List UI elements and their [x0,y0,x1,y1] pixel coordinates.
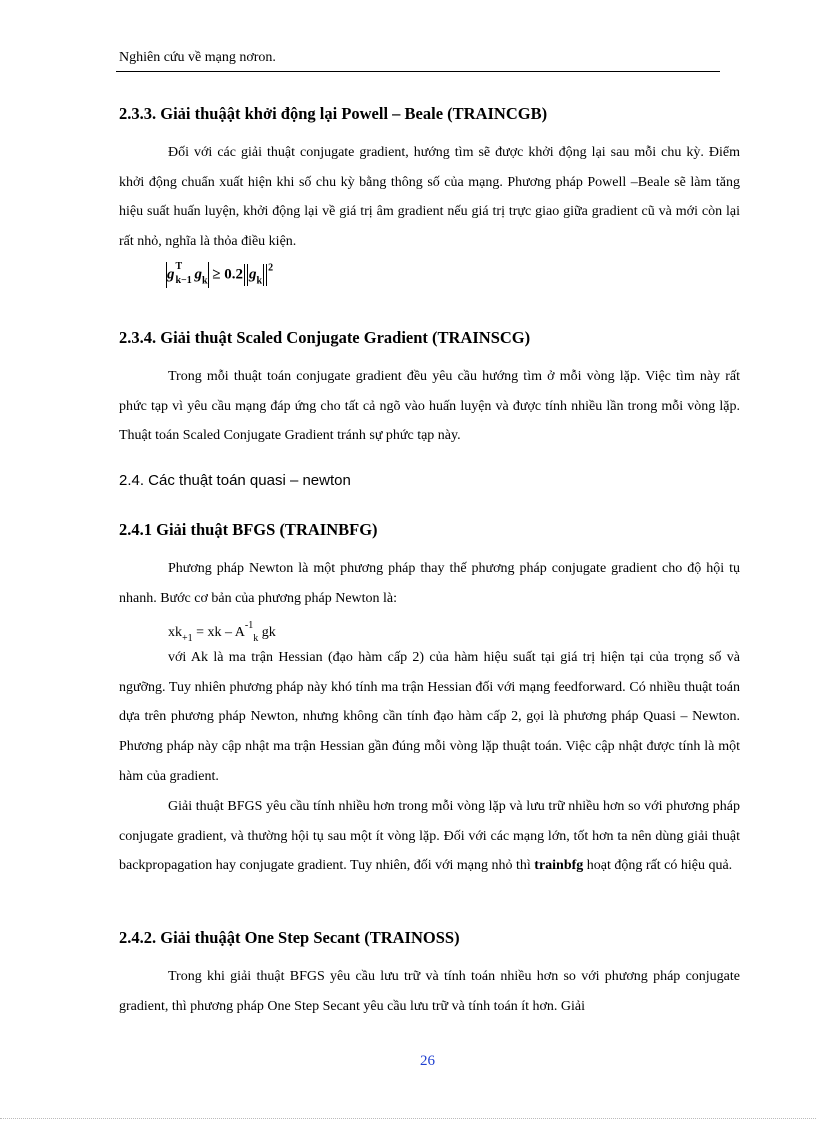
header-rule [116,71,720,72]
paragraph-newton: Phương pháp Newton là một phương pháp thay thế phương pháp conjugate gradient cho độ hội tụ nhanh. Bước cơ bản của phương pháp Newton là: [119,561,740,606]
heading-2-3-3: 2.3.3. Giải thuậật khởi động lại Powell – Beale (TRAINCGB) [119,104,548,123]
trainbfg-term: trainbfg [534,858,584,874]
running-header: Nghiên cứu về mạng nơron. [119,50,276,65]
heading-2-4-2: 2.4.2. Giải thuậật One Step Secant (TRAINOSS) [119,928,460,947]
paragraph-one-step-secant: Trong khi giải thuật BFGS yêu cầu lưu trữ và tính toán nhiều hơn so với phương pháp conjugate gradient, thì phương pháp One Step Secant yêu cầu lưu trữ và tính toán ít hơn. Giải [119,969,740,1014]
heading-2-4-1: 2.4.1 Giải thuật BFGS (TRAINBFG) [119,520,378,539]
heading-2-3-4: 2.3.4. Giải thuật Scaled Conjugate Gradient (TRAINSCG) [119,328,531,347]
restart-condition-formula: g T k−1 $g_k \ge 0.2$ $g_k^2$ [167,261,274,287]
page-number: 26 [420,1053,435,1069]
paragraph-scaled-conjugate: Trong mỗi thuật toán conjugate gradient đều yêu cầu hướng tìm ở mỗi vòng lặp. Việc tìm này rất phức tạp vì yêu cầu mạng đáp ứng cho tất cả ngõ vào huấn luyện và được tính nhiều lần trong mỗi vòng lặp. Thuật toán Scaled Conjugate Gradient tránh sự phức tạp này. [119,369,740,444]
newton-step-equation: $xk_{+1}$ = xk – $A^{-1}_k$ gk [168,620,276,644]
paragraph-powell-beale: Đối với các giải thuật conjugate gradient, hướng tìm sẽ được khởi động lại sau mỗi chu kỳ. Điểm khởi động chuẩn xuất hiện khi số chu kỳ bằng thông số của mạng. Phương pháp Powell –Beale sẽ làm tăng hiệu suất huấn luyện, khởi động lại về giá trị âm gradient nếu giá trị trực giao giữa gradient cũ và mới còn lại rất nhỏ, nghĩa là thỏa điều kiện. [119,145,740,250]
heading-2-4: 2.4. Các thuật toán quasi – newton [119,472,351,489]
paragraph-bfgs: Giải thuật BFGS yêu cầu tính nhiều hơn trong mỗi vòng lặp và lưu trữ nhiều hơn so với phương pháp conjugate gradient, và thường hội tụ sau một ít vòng lặp. Đối với các mạng lớn, tốt hơn ta nên dùng giải thuật backpropagation hay conjugate gradient. Tuy nhiên, đối với mạng nhỏ thì trainbfg hoạt động rất có hiệu quả. [119,799,740,874]
page-bottom-border [0,1118,816,1119]
paragraph-hessian: với Ak là ma trận Hessian (đạo hàm cấp 2) của hàm hiệu suất tại giá trị hiện tại của trọng số và ngưỡng. Tuy nhiên phương pháp này khó tính ma trận Hessian đối với mạng feedforward. Có nhiều thuật toán dựa trên phương pháp Newton, nhưng không cần tính đạo hàm cấp 2, gọi là phương pháp Quasi – Newton. Phương pháp này cập nhật ma trận Hessian gần đúng mỗi vòng lặp thuật toán. Việc cập nhật được tính là một hàm của gradient. [119,650,740,784]
